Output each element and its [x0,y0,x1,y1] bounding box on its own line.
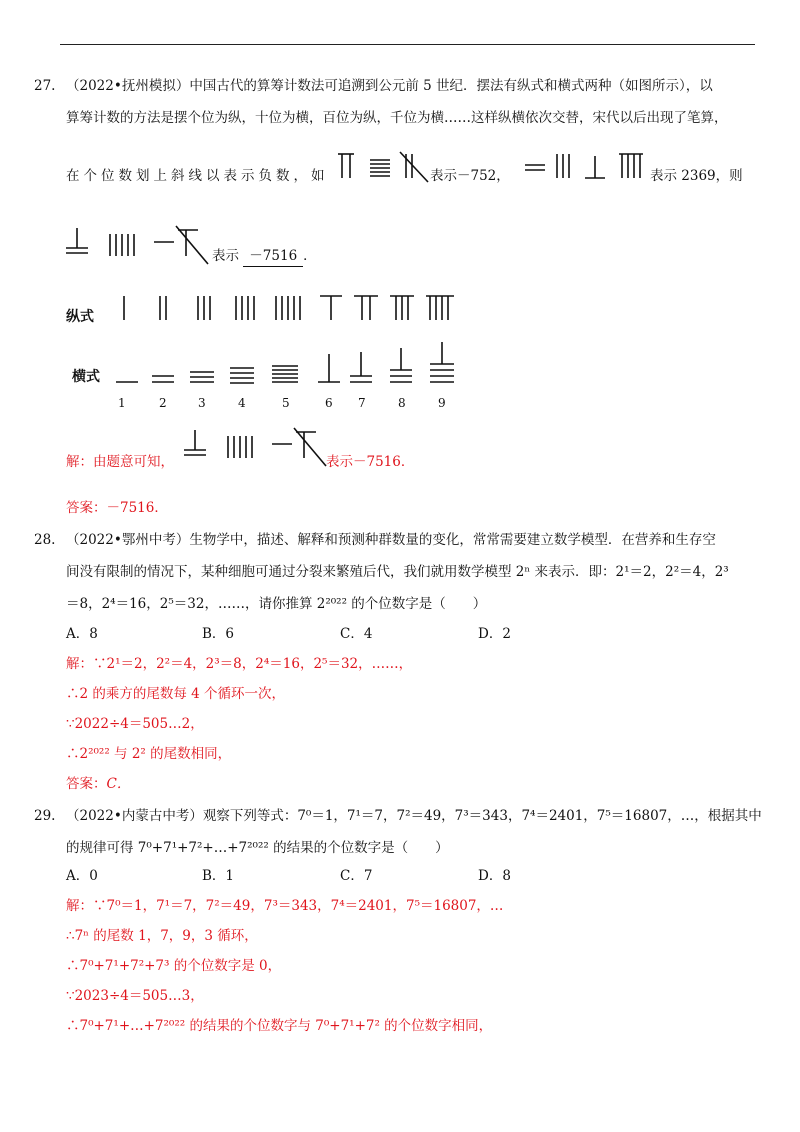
q29-solution-2: ∴7ⁿ 的尾数 1，7，9，3 循环， [66,928,258,944]
q28-option-c: C．4 [340,626,373,642]
q29-option-d: D．8 [478,868,511,884]
q29-option-b: B．1 [202,868,235,884]
q28-answer-prefix: 答案： [66,776,107,792]
rod-numeral-neg-7516-solution [184,428,329,468]
label-horizontal-form: 横式 [72,369,100,385]
q27-line-4 [212,246,317,267]
q28-solution-2: ∴2 的乘方的尾数每 4 个循环一次， [66,686,286,702]
q27-line-3b: 表示－752， [430,168,510,184]
q28-line-2: 间没有限制的情况下，某种细胞可通过分裂来繁殖后代，我们就用数学模型 2ⁿ 来表示．即：2¹＝2，2²＝4，2³ [66,564,729,580]
rod-numeral-neg-752 [338,152,428,182]
q29-line-1: （2022•内蒙古中考）观察下列等式：7⁰＝1，7¹＝7，7²＝49，7³＝343，7⁴＝2401，7⁵＝16807，…，根据其中 [66,808,762,824]
q28-solution-3: ∵2022÷4＝505…2， [66,716,204,732]
q27-number: 27. [34,78,56,94]
vertical-rods [124,296,454,320]
q29-option-a: A．0 [66,868,98,884]
q29-solution-5: ∴7⁰+7¹+…+7²⁰²² 的结果的个位数字与 7⁰+7¹+7² 的个位数字相同， [66,1018,493,1034]
digit-label: 2 [159,396,167,410]
q29-solution-3: ∴7⁰+7¹+7²+7³ 的个位数字是 0， [66,958,282,974]
q28-solution-4: ∴2²⁰²² 与 2² 的尾数相同， [66,746,232,762]
q28-line-3: ＝8，2⁴＝16，2⁵＝32，……，请你推算 2²⁰²² 的个位数字是（ ） [66,596,487,612]
q29-solution-1: 解：∵7⁰＝1，7¹＝7，7²＝49，7³＝343，7⁴＝2401，7⁵＝16807，… [66,898,504,914]
q27-answer: 答案：－7516． [66,500,168,516]
q28-option-d: D．2 [478,626,511,642]
q27-line-4-end: ． [303,248,317,264]
q29-line-2: 的规律可得 7⁰+7¹+7²+…+7²⁰²² 的结果的个位数字是（ ） [66,840,449,856]
q27-solution-b: 表示－7516． [326,454,415,470]
q28-solution-1: 解：∵2¹＝2，2²＝4，2³＝8，2⁴＝16，2⁵＝32，……， [66,656,413,672]
q29-solution-4: ∵2023÷4＝505…3， [66,988,204,1004]
q28-answer [66,774,130,794]
digit-label: 4 [238,396,246,410]
q27-solution-a: 解：由题意可知， [66,454,174,470]
q28-answer-letter: C． [106,776,131,792]
horizontal-rods [116,342,454,383]
digit-label: 6 [325,396,333,410]
rod-chart [110,292,470,392]
digit-label: 3 [198,396,206,410]
label-vertical-form: 纵式 [66,309,94,325]
q28-number: 28. [34,532,56,548]
q29-number: 29. [34,808,56,824]
digit-label: 8 [398,396,406,410]
q27-line-2: 算筹计数的方法是摆个位为纵，十位为横，百位为纵，千位为横……这样纵横依次交替，宋代以后出现了笔算， [66,110,728,126]
q29-option-c: C．7 [340,868,373,884]
digit-label: 9 [438,396,446,410]
q27-line-1: （2022•抚州模拟）中国古代的算筹计数法可追溯到公元前 5 世纪．摆法有纵式和横式两种（如图所示），以 [66,78,713,94]
q27-answer-blank: －7516 [243,246,303,267]
header-rule [60,44,755,45]
digit-label: 7 [358,396,366,410]
digit-label: 5 [282,396,290,410]
q28-option-a: A．8 [66,626,98,642]
q27-line-3c: 表示 2369，则 [650,168,743,184]
rod-numeral-neg-7516 [66,226,211,266]
rod-numeral-2369 [525,152,645,182]
digit-label: 1 [118,396,126,410]
q27-line-3a: 在个位数划上斜线以表示负数，如 [66,168,329,184]
q28-line-1: （2022•鄂州中考）生物学中，描述、解释和预测种群数量的变化，常常需要建立数学模型．在营养和生存空 [66,532,716,548]
q27-line-4-text: 表示 [212,248,239,264]
q28-option-b: B．6 [202,626,235,642]
